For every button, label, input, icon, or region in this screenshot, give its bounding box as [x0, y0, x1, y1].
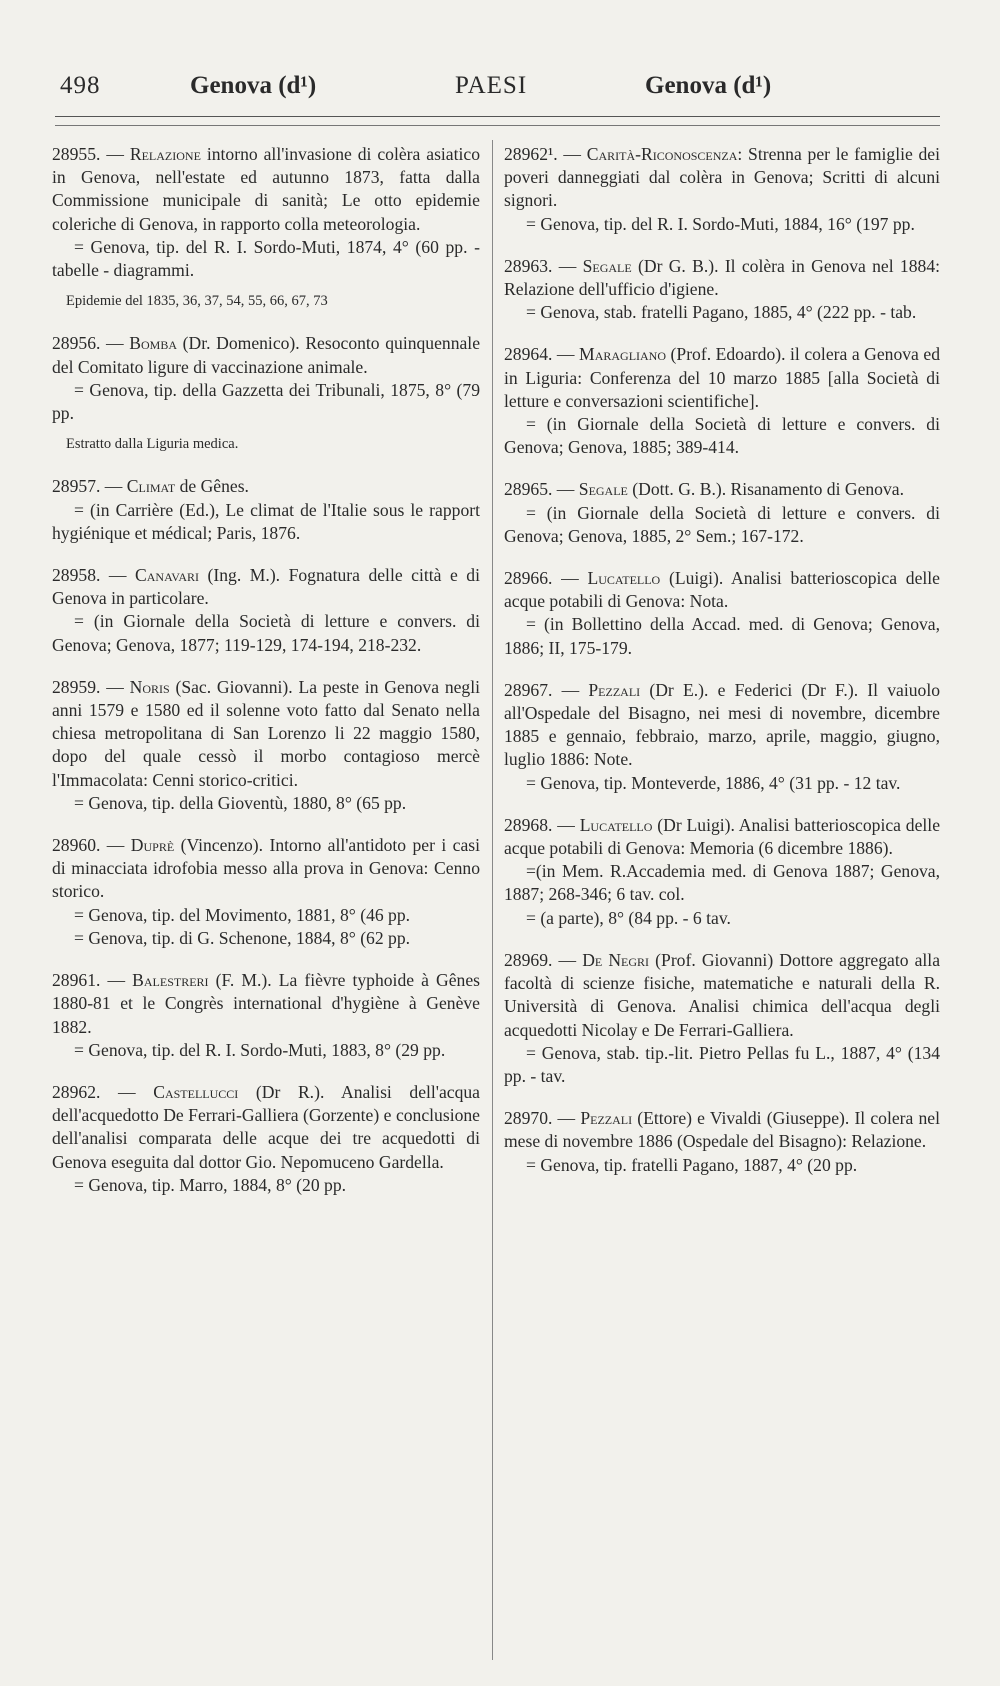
page-number: 498 [60, 72, 101, 99]
entry-28966: 28966. — Lucatello (Luigi). Analisi batterioscopica delle acque potabili di Genova: Nota. = (in Bollettino della Accad. med. di Genova; Genova, 1886; II, 175-179. [504, 567, 940, 660]
entry-28970: 28970. — Pezzali (Ettore) e Vivaldi (Giuseppe). Il colera nel mese di novembre 1886 (Ospedale del Bisagno): Relazione. = Genova, tip. fratelli Pagano, 1887, 4° (20 pp. [504, 1107, 940, 1177]
entry-28965: 28965. — Segale (Dott. G. B.). Risanamento di Genova. = (in Giornale della Società di letture e convers. di Genova; Genova, 1885, 2° Sem.; 167-172. [504, 478, 940, 548]
entry-text: (F. M.). La fièvre typhoide à Gênes 1880-81 et le Congrès international d'hygiène à Genève 1882. [52, 970, 480, 1037]
entry-text: intorno all'invasione di colèra asiatico in Genova, nell'estate ed autunno 1873, fatta dalla Commissione municipale di sanità; Le otto epidemie coleriche di Genova, in rapporto colla meteorologia. [52, 144, 481, 234]
entry-author: Maragliano [579, 344, 667, 365]
entry-text: (Vincenzo). Intorno all'antidoto per i casi di minacciata idrofobia messo alla prova in Genova: Cenno storico. [52, 835, 480, 902]
entry-number: 28955. [52, 144, 101, 164]
entry-publication: = Genova, stab. fratelli Pagano, 1885, 4° (222 pp. - tab. [526, 302, 917, 323]
entry-publication: =(in Mem. R.Accademia med. di Genova 1887; Genova, 1887; 268-346; 6 tav. col. [504, 861, 940, 905]
right-column [504, 143, 940, 1196]
entry-number: 28965. [504, 479, 553, 500]
entry-author: Carità-Riconoscenza [586, 144, 738, 164]
entry-author: Balestreri [132, 970, 209, 991]
entry-text: de Gênes. [175, 476, 249, 497]
entry-number: 28964. [504, 344, 553, 365]
entry-28956: 28956. — Bomba (Dr. Domenico). Resoconto quinquennale del Comitato ligure di vaccinazione animale. = Genova, tip. della Gazzetta dei Tribunali, 1875, 8° (79 pp. Estratto dalla Liguria medica. [52, 332, 480, 456]
entry-publication: = Genova, tip. Marro, 1884, 8° (20 pp. [74, 1174, 347, 1195]
entry-text: (Ing. M.). Fognatura delle città e di Genova in particolare. [52, 565, 480, 609]
entry-author: Segale [582, 255, 632, 276]
entry-28961: 28961. — Balestreri (F. M.). La fièvre typhoide à Gênes 1880-81 et le Congrès international d'hygiène à Genève 1882. = Genova, tip. del R. I. Sordo-Muti, 1883, 8° (29 pp. [52, 969, 480, 1062]
entry-28969: 28969. — De Negri (Prof. Giovanni) Dottore aggregato alla facoltà di scienze fisiche, matematiche e naturali della R. Università di Genova. Analisi chimica dell'acqua degli acquedotti Nicolay e De Ferrari-Galliera. = Genova, stab. tip.-lit. Pietro Pellas fu L., 1887, 4° (134 pp. - tav. [504, 949, 940, 1088]
entry-28960: 28960. — Duprè (Vincenzo). Intorno all'antidoto per i casi di minacciata idrofobia messo alla prova in Genova: Cenno storico. = Genova, tip. del Movimento, 1881, 8° (46 pp. = Genova, tip. di G. Schenone, 1884, 8° (62 pp. [52, 834, 480, 950]
entry-publication-second: = Genova, tip. di G. Schenone, 1884, 8° (62 pp. [74, 927, 411, 948]
entry-text: (Luigi). Analisi batterioscopica delle acque potabili di Genova: Nota. [504, 568, 940, 612]
page-header [55, 72, 940, 106]
running-title-right: Genova (d¹) [645, 72, 772, 99]
entry-number: 28961. [52, 970, 101, 991]
entry-number: 28968. [504, 814, 553, 835]
entry-text: (Prof. Giovanni) Dottore aggregato alla facoltà di scienze fisiche, matematiche e naturali della R. Università di Genova. Analisi chimica dell'acqua degli acquedotti Nicolay e De Ferrari-Galliera. [504, 949, 941, 1040]
entry-number: 28962¹. [504, 144, 558, 164]
entry-28967: 28967. — Pezzali (Dr E.). e Federici (Dr F.). Il vaiuolo all'Ospedale del Bisagno, nei mesi di novembre, dicembre 1885 e gennaio, febbraio, marzo, aprile, maggio, giugno, luglio 1886: Note. = Genova, tip. Monteverde, 1886, 4° (31 pp. - 12 tav. [504, 679, 940, 795]
header-rule [55, 116, 940, 117]
entry-author: Segale [578, 479, 628, 500]
header-rule-thin [55, 125, 940, 126]
entry-28959: 28959. — Noris (Sac. Giovanni). La peste in Genova negli anni 1579 e 1580 ed il solenne voto fatto dal Senato nella chiesa metropolitana di San Lorenzo li 22 maggio 1580, dopo del quale cessò il morbo contagioso mercè l'Immacolata: Cenni storico-critici. = Genova, tip. della Gioventù, 1880, 8° (65 pp. [52, 676, 480, 815]
entry-publication: = (in Bollettino della Accad. med. di Genova; Genova, 1886; II, 175-179. [504, 614, 940, 658]
entry-text: (Prof. Edoardo). il colera a Genova ed in Liguria: Conferenza del 10 marzo 1885 [alla Società di letture e conversazioni scientifiche]. [504, 344, 940, 411]
entry-number: 28963. [504, 255, 553, 276]
entry-text: (Dr R.). Analisi dell'acqua dell'acquedotto De Ferrari-Galliera (Gorzente) e conclusione dell'analisi comparata delle acque dei tre acquedotti di Genova eseguita dal dottor Gio. Nepomuceno Gardella. [52, 1081, 480, 1172]
entry-author: Lucatello [587, 568, 661, 589]
entry-number: 28962. [52, 1081, 101, 1102]
entry-publication: = (in Carrière (Ed.), Le climat de l'Italie sous le rapport hygiénique et médical; Paris, 1876. [52, 499, 480, 543]
entry-28962: 28962. — Castellucci (Dr R.). Analisi dell'acqua dell'acquedotto De Ferrari-Galliera (Gorzente) e conclusione dell'analisi comparata delle acque dei tre acquedotti di Genova eseguita dal dottor Gio. Nepomuceno Gardella. = Genova, tip. Marro, 1884, 8° (20 pp. [52, 1081, 480, 1197]
entry-publication: = Genova, tip. della Gioventù, 1880, 8° (65 pp. [74, 792, 407, 813]
entry-28968: 28968. — Lucatello (Dr Luigi). Analisi batterioscopica delle acque potabili di Genova: Memoria (6 dicembre 1886). =(in Mem. R.Accademia med. di Genova 1887; Genova, 1887; 268-346; 6 tav. col. = (a parte), 8° (84 pp. - 6 tav. [504, 814, 940, 930]
entry-text: (Dr Luigi). Analisi batterioscopica delle acque potabili di Genova: Memoria (6 dicembre 1886). [504, 814, 941, 859]
entry-publication: = Genova, tip. del R. I. Sordo-Muti, 1884, 16° (197 pp. [526, 213, 915, 234]
entry-publication: = Genova, tip. Monteverde, 1886, 4° (31 pp. - 12 tav. [526, 772, 901, 793]
entry-author: Relazione [129, 144, 201, 164]
entry-note: Epidemie del 1835, 36, 37, 54, 55, 66, 67, 73 [66, 293, 328, 310]
entry-number: 28959. [52, 676, 101, 697]
entry-note: Estratto dalla Liguria medica. [66, 436, 239, 453]
entry-author: Bomba [129, 333, 178, 354]
entry-number: 28960. [52, 835, 101, 856]
running-title-left: Genova (d¹) [190, 72, 317, 99]
entry-author: Canavari [135, 565, 200, 586]
entry-publication: = Genova, tip. della Gazzetta dei Tribunali, 1875, 8° (79 pp. [52, 379, 480, 424]
entry-28955: 28955. — Relazione intorno all'invasione di colèra asiatico in Genova, nell'estate ed autunno 1873, fatta dalla Commissione municipale di sanità; Le otto epidemie coleriche di Genova, in rapporto colla meteorologia. = Genova, tip. del R. I. Sordo-Muti, 1874, 4° (60 pp. - tabelle - diagrammi. Epidemie del 1835, 36, 37, 54, 55, 66, 67, 73 [52, 143, 480, 313]
entry-number: 28969. [504, 949, 553, 970]
entry-text: (Dr E.). e Federici (Dr F.). Il vaiuolo all'Ospedale del Bisagno, nei mesi di novembre, dicembre 1885 e gennaio, febbraio, marzo, aprile, maggio, giugno, luglio 1886: Note. [504, 679, 940, 770]
entry-number: 28967. [504, 679, 553, 700]
entry-publication: = Genova, tip. fratelli Pagano, 1887, 4° (20 pp. [526, 1154, 858, 1175]
entry-number: 28966. [504, 568, 553, 589]
entry-28962-1: 28962¹. — Carità-Riconoscenza: Strenna per le famiglie dei poveri danneggiati dal colèra in Genova; Scritti di alcuni signori. = Genova, tip. del R. I. Sordo-Muti, 1884, 16° (197 pp. [504, 143, 940, 236]
entry-publication: = (in Giornale della Società di letture e convers. di Genova; Genova, 1885; 389-414. [504, 414, 940, 458]
entry-author: Lucatello [579, 814, 653, 835]
entry-text: (Dr G. B.). Il colèra in Genova nel 1884: Relazione dell'ufficio d'igiene. [504, 255, 940, 300]
entry-text: (Dr. Domenico). Resoconto quinquennale del Comitato ligure di vaccinazione animale. [52, 333, 481, 377]
entry-text: (Sac. Giovanni). La peste in Genova negli anni 1579 e 1580 ed il solenne voto fatto dal Senato nella chiesa metropolitana di San Lorenzo li 22 maggio 1580, dopo del quale cessò il morbo contagioso mercè l'Immacolata: Cenni storico-critici. [52, 676, 481, 790]
column-divider [492, 140, 493, 1660]
entry-28958: 28958. — Canavari (Ing. M.). Fognatura delle città e di Genova in particolare. = (in Giornale della Società di letture e convers. di Genova; Genova, 1877; 119-129, 174-194, 218-232. [52, 564, 480, 657]
entry-28957: 28957. — Climat de Gênes. = (in Carrière (Ed.), Le climat de l'Italie sous le rapport hygiénique et médical; Paris, 1876. [52, 475, 480, 545]
entry-number: 28957. [52, 476, 101, 497]
entry-publication: = Genova, stab. tip.-lit. Pietro Pellas fu L., 1887, 4° (134 pp. - tav. [504, 1042, 940, 1086]
entry-author: Pezzali [580, 1108, 633, 1129]
entry-number: 28956. [52, 333, 101, 354]
entry-28963: 28963. — Segale (Dr G. B.). Il colèra in Genova nel 1884: Relazione dell'ufficio d'igiene. = Genova, stab. fratelli Pagano, 1885, 4° (222 pp. - tab. [504, 255, 940, 325]
entry-publication: = (in Giornale della Società di letture e convers. di Genova; Genova, 1877; 119-129, 174-194, 218-232. [52, 611, 480, 655]
entry-author: De Negri [582, 949, 650, 970]
entry-text: (Ettore) e Vivaldi (Giuseppe). Il colera nel mese di novembre 1886 (Ospedale del Bisagno): Relazione. [504, 1108, 940, 1152]
entry-author: Castellucci [153, 1081, 239, 1102]
entry-publication: = Genova, tip. del Movimento, 1881, 8° (46 pp. [74, 904, 411, 925]
entry-text: (Dott. G. B.). Risanamento di Genova. [627, 479, 904, 500]
entry-publication: = Genova, tip. del R. I. Sordo-Muti, 1874, 4° (60 pp. - tabelle - diagrammi. [52, 236, 480, 281]
entry-28964: 28964. — Maragliano (Prof. Edoardo). il colera a Genova ed in Liguria: Conferenza del 10 marzo 1885 [alla Società di letture e conversazioni scientifiche]. = (in Giornale della Società di letture e convers. di Genova; Genova, 1885; 389-414. [504, 343, 940, 459]
entry-publication-second: = (a parte), 8° (84 pp. - 6 tav. [526, 907, 731, 928]
entry-publication: = (in Giornale della Società di letture e convers. di Genova; Genova, 1885, 2° Sem.; 167-172. [504, 502, 940, 546]
section-title: PAESI [455, 72, 528, 99]
entry-author: Duprè [130, 835, 175, 856]
entry-text: : Strenna per le famiglie dei poveri danneggiati dal colèra in Genova; Scritti di alcuni signori. [504, 144, 941, 211]
entry-number: 28970. [504, 1108, 553, 1129]
entry-publication: = Genova, tip. del R. I. Sordo-Muti, 1883, 8° (29 pp. [74, 1039, 446, 1060]
entry-number: 28958. [52, 565, 101, 586]
entry-author: Pezzali [588, 679, 641, 700]
entry-author: Climat [126, 476, 176, 497]
left-column [52, 143, 480, 1216]
entry-author: Noris [129, 676, 170, 697]
